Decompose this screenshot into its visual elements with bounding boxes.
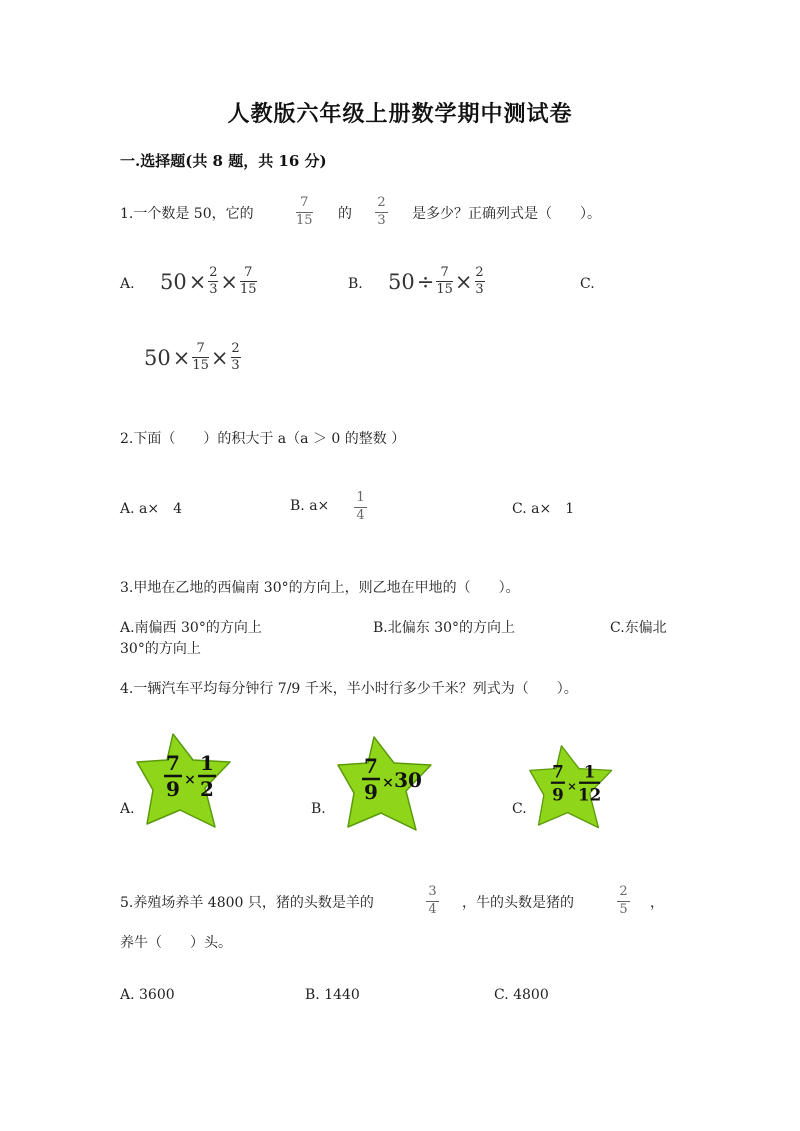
star-n2: 1 xyxy=(583,761,596,782)
expr-operator: × xyxy=(220,269,238,294)
q1-option-b-expression[interactable] xyxy=(388,266,485,298)
q5-fraction-2-5 xyxy=(617,885,630,918)
q5-option-a[interactable]: A. 3600 xyxy=(120,987,175,1003)
expr-fraction xyxy=(240,266,257,298)
fraction-denominator: 15 xyxy=(192,358,209,374)
q4-option-a-label[interactable]: A. xyxy=(120,801,135,817)
page-title: 人教版六年级上册数学期中测试卷 xyxy=(227,101,573,127)
fraction-denominator: 15 xyxy=(436,282,453,298)
star-operator: × xyxy=(382,775,394,791)
q3-option-c-line2[interactable]: 30°的方向上 xyxy=(120,641,201,657)
q1-mid: 的 xyxy=(338,206,352,222)
q1-option-c-expression[interactable] xyxy=(144,342,241,374)
q1-option-c-label[interactable]: C. xyxy=(580,276,595,292)
q5-suffix: ， xyxy=(650,895,664,911)
fraction-denominator: 4 xyxy=(428,901,437,917)
fraction-numerator: 7 xyxy=(300,195,309,210)
star-n1: 7 xyxy=(166,751,180,775)
q3-option-c-line1[interactable]: C.东偏北 xyxy=(610,620,667,636)
q2-text: 2.下面（ ）的积大于 a（a ＞ 0 的整数 ） xyxy=(120,431,406,447)
q5-prefix: 5.养殖场养羊 4800 只，猪的头数是羊的 xyxy=(120,895,374,911)
fraction-denominator: 3 xyxy=(475,282,484,298)
q3-option-a[interactable]: A.南偏西 30°的方向上 xyxy=(120,620,262,636)
expr-operator: × xyxy=(454,269,473,294)
expr-fraction xyxy=(208,266,218,298)
expr-fraction xyxy=(192,342,209,374)
q3-text: 3.甲地在乙地的西偏南 30°的方向上，则乙地在甲地的（ ）。 xyxy=(120,580,520,596)
expr-base: 50 xyxy=(388,269,415,294)
q2-option-c[interactable]: C. a× 1 xyxy=(512,501,575,517)
fraction-numerator: 7 xyxy=(440,265,449,280)
q4-option-c-label[interactable]: C. xyxy=(512,801,527,817)
q4-option-a-star[interactable] xyxy=(135,732,235,832)
q3-option-b[interactable]: B.北偏东 30°的方向上 xyxy=(373,620,516,636)
expr-operator: ÷ xyxy=(416,269,435,294)
q2-option-b[interactable]: B. a× xyxy=(290,498,330,514)
fraction-numerator: 7 xyxy=(244,265,253,280)
expr-operator: × xyxy=(188,269,207,294)
q5-mid: ，牛的头数是猪的 xyxy=(462,895,574,911)
fraction-denominator: 15 xyxy=(239,282,257,298)
star-n1: 7 xyxy=(552,761,564,782)
q1-fraction-7-15 xyxy=(296,196,313,229)
fraction-denominator: 5 xyxy=(619,901,628,917)
expr-operator: × xyxy=(172,345,191,370)
fraction-numerator: 2 xyxy=(377,195,386,210)
q5-fraction-3-4 xyxy=(426,885,439,918)
star-d1: 9 xyxy=(552,784,564,805)
fraction-denominator: 3 xyxy=(209,282,218,298)
star-d2: 2 xyxy=(200,777,214,801)
fraction-numerator: 2 xyxy=(231,341,240,356)
expr-base: 50 xyxy=(160,269,187,294)
q1-fraction-2-3 xyxy=(375,196,388,229)
fraction-numerator: 2 xyxy=(619,884,628,899)
fraction-denominator: 4 xyxy=(356,507,365,523)
q1-option-a-expression[interactable] xyxy=(160,266,257,298)
q1-prefix: 1.一个数是 50，它的 xyxy=(120,206,254,222)
q1-option-b-label[interactable]: B. xyxy=(348,276,363,292)
q1-suffix: 是多少？正确列式是（ ）。 xyxy=(412,206,601,222)
fraction-numerator: 1 xyxy=(356,490,365,505)
star-operator: × xyxy=(567,778,577,793)
star-n2: 1 xyxy=(200,751,214,775)
fraction-numerator: 7 xyxy=(196,341,205,356)
q5-option-b[interactable]: B. 1440 xyxy=(305,987,360,1003)
q4-option-c-star[interactable] xyxy=(528,744,616,832)
expr-fraction xyxy=(231,342,241,374)
star-value: 30 xyxy=(394,768,422,792)
q2-option-a[interactable]: A. a× 4 xyxy=(120,501,182,517)
fraction-denominator: 15 xyxy=(296,212,313,228)
expr-fraction xyxy=(475,266,485,298)
q4-text: 4.一辆汽车平均每分钟行 7/9 千米，半小时行多少千米？列式为（ ）。 xyxy=(120,681,578,697)
q5-option-c[interactable]: C. 4800 xyxy=(494,987,549,1003)
fraction-numerator: 3 xyxy=(428,884,437,899)
expr-operator: × xyxy=(210,345,229,370)
star-d2: 12 xyxy=(577,784,602,805)
expr-base: 50 xyxy=(144,345,171,370)
star-n1: 7 xyxy=(364,754,378,778)
q4-option-b-label[interactable]: B. xyxy=(311,801,326,817)
fraction-numerator: 2 xyxy=(209,265,218,280)
fraction-denominator: 3 xyxy=(231,358,240,374)
star-operator: × xyxy=(184,772,196,788)
expr-fraction xyxy=(436,266,453,298)
q5-line2: 养牛（ ）头。 xyxy=(120,935,232,951)
section-heading: 一.选择题(共 8 题，共 16 分) xyxy=(120,152,327,170)
fraction-numerator: 2 xyxy=(475,265,484,280)
q2-option-b-fraction xyxy=(354,491,367,524)
fraction-denominator: 3 xyxy=(377,212,386,228)
q4-option-b-star[interactable] xyxy=(336,735,436,835)
star-d1: 9 xyxy=(364,780,378,804)
star-d1: 9 xyxy=(166,777,180,801)
q1-option-a-label[interactable]: A. xyxy=(120,276,135,292)
